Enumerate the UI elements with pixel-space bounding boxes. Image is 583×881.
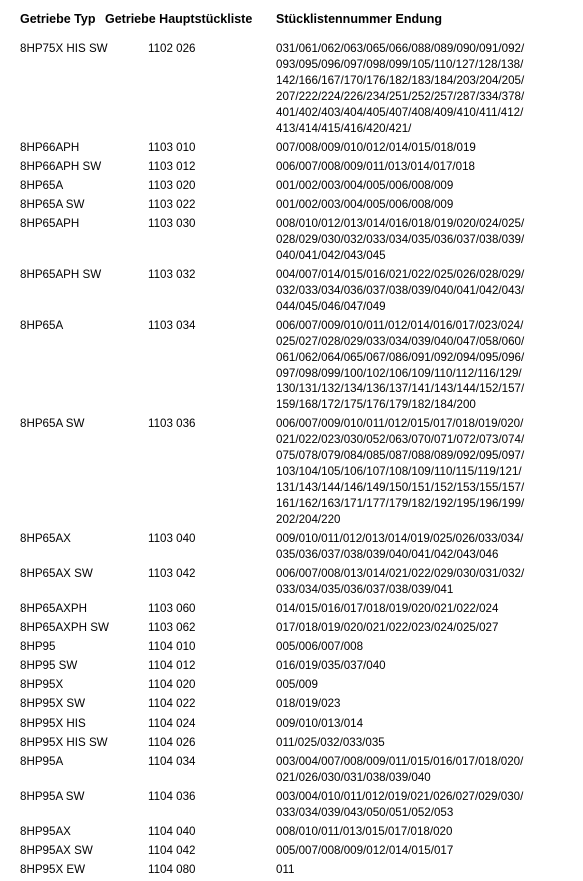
table-row xyxy=(0,639,583,655)
cell-hauptstueckliste: 1103 030 xyxy=(148,217,196,230)
cell-stuecklistennummer-endung xyxy=(276,843,576,859)
endung-line: 031/061/062/063/065/066/088/089/090/091/092/ xyxy=(276,42,525,55)
cell-getriebe-typ: 8HP95AX xyxy=(20,824,71,838)
endung-line: 202/204/220 xyxy=(276,512,341,526)
cell-stuecklistennummer-endung xyxy=(276,716,576,732)
table-row xyxy=(0,41,583,136)
cell-getriebe-typ: 8HP95A SW xyxy=(20,789,85,803)
cell-stuecklistennummer-endung xyxy=(276,318,576,413)
endung-line: 009/010/011/012/013/014/019/025/026/033/034/ xyxy=(276,531,524,545)
cell-stuecklistennummer-endung xyxy=(276,824,576,840)
endung-line: 159/168/172/175/176/179/182/184/200 xyxy=(276,398,476,412)
cell-stuecklistennummer-endung xyxy=(276,140,576,156)
endung-line: 040/041/042/043/045 xyxy=(276,248,386,262)
endung-line: 006/007/008/009/011/013/014/017/018 xyxy=(276,159,476,173)
endung-line: 006/007/008/013/014/021/022/029/030/031/032/ xyxy=(276,566,525,580)
cell-getriebe-typ: 8HP95X SW xyxy=(20,697,86,711)
cell-stuecklistennummer-endung xyxy=(276,566,576,598)
table-row xyxy=(0,824,583,840)
cell-getriebe-typ: 8HP95A xyxy=(20,754,64,768)
endung-line: 142/166/167/170/176/182/183/184/203/204/205/ xyxy=(276,73,525,87)
cell-getriebe-typ: 8HP65A xyxy=(20,318,64,332)
cell-getriebe-typ: 8HP75X HIS SW xyxy=(20,42,108,55)
cell-hauptstueckliste: 1103 022 xyxy=(148,197,196,211)
cell-stuecklistennummer-endung xyxy=(276,862,576,878)
cell-stuecklistennummer-endung xyxy=(276,41,576,136)
cell-getriebe-typ: 8HP65AX xyxy=(20,531,71,545)
endung-line: 001/002/003/004/005/006/008/009 xyxy=(276,197,454,211)
table-row xyxy=(0,531,583,563)
table-row xyxy=(0,159,583,175)
endung-line: 033/034/035/036/037/038/039/041 xyxy=(276,582,454,596)
endung-line: 016/019/035/037/040 xyxy=(276,659,386,673)
cell-getriebe-typ: 8HP95X HIS xyxy=(20,716,86,730)
table-row xyxy=(0,843,583,859)
endung-line: 161/162/163/171/177/179/182/192/195/196/199/ xyxy=(276,496,525,510)
endung-line: 018/019/023 xyxy=(276,697,341,711)
table-row xyxy=(0,862,583,878)
cell-getriebe-typ: 8HP65AXPH SW xyxy=(20,621,109,635)
cell-getriebe-typ: 8HP95X HIS SW xyxy=(20,735,108,749)
cell-hauptstueckliste: 1104 042 xyxy=(148,843,196,857)
table-row xyxy=(0,735,583,751)
cell-getriebe-typ: 8HP95AX SW xyxy=(20,843,93,857)
cell-stuecklistennummer-endung xyxy=(276,696,576,712)
cell-stuecklistennummer-endung xyxy=(276,754,576,786)
table-row xyxy=(0,140,583,156)
endung-line: 021/026/030/031/038/039/040 xyxy=(276,770,431,784)
endung-line: 028/029/030/032/033/034/035/036/037/038/039/ xyxy=(276,232,525,246)
table-row xyxy=(0,677,583,693)
cell-hauptstueckliste: 1104 040 xyxy=(148,824,196,838)
table-row xyxy=(0,197,583,213)
cell-getriebe-typ: 8HP65APH xyxy=(20,217,80,230)
endung-line: 005/009 xyxy=(276,678,318,692)
endung-line: 401/402/403/404/405/407/408/409/410/411/412/ xyxy=(276,105,524,119)
endung-line: 006/007/009/010/011/012/014/016/017/023/024/ xyxy=(276,318,524,332)
cell-hauptstueckliste: 1103 032 xyxy=(148,267,196,281)
endung-line: 008/010/011/013/015/017/018/020 xyxy=(276,824,453,838)
table-row xyxy=(0,716,583,732)
table-body xyxy=(0,41,583,881)
cell-hauptstueckliste: 1103 062 xyxy=(148,621,196,635)
table-row xyxy=(0,696,583,712)
table-row xyxy=(0,216,583,264)
cell-getriebe-typ: 8HP65A SW xyxy=(20,417,85,431)
endung-line: 017/018/019/020/021/022/023/024/025/027 xyxy=(276,621,499,635)
cell-hauptstueckliste: 1104 024 xyxy=(148,716,196,730)
endung-line: 014/015/016/017/018/019/020/021/022/024 xyxy=(276,601,499,615)
table-row xyxy=(0,789,583,821)
cell-stuecklistennummer-endung xyxy=(276,416,576,527)
cell-getriebe-typ: 8HP95X EW xyxy=(20,862,86,876)
cell-hauptstueckliste: 1104 026 xyxy=(148,735,196,749)
endung-line: 103/104/105/106/107/108/109/110/115/119/121/ xyxy=(276,465,522,479)
table-row xyxy=(0,178,583,194)
cell-getriebe-typ: 8HP95 SW xyxy=(20,659,78,673)
cell-hauptstueckliste: 1103 010 xyxy=(148,140,196,154)
endung-line: 207/222/224/226/234/251/252/257/287/334/378/ xyxy=(276,89,525,103)
cell-hauptstueckliste: 1103 034 xyxy=(148,318,196,332)
cell-getriebe-typ: 8HP65AX SW xyxy=(20,566,93,580)
cell-hauptstueckliste: 1103 060 xyxy=(148,601,196,615)
cell-stuecklistennummer-endung xyxy=(276,531,576,563)
header-getriebe-typ: Getriebe Typ xyxy=(20,12,96,26)
table-row xyxy=(0,318,583,413)
table-row xyxy=(0,416,583,527)
table-row xyxy=(0,566,583,598)
cell-stuecklistennummer-endung xyxy=(276,620,576,636)
endung-line: 130/131/132/134/136/137/141/143/144/152/157/ xyxy=(276,382,525,396)
header-stuecklistennummer-endung: Stücklistennummer Endung xyxy=(276,12,442,26)
cell-getriebe-typ: 8HP65A xyxy=(20,178,64,192)
endung-line: 025/027/028/029/033/034/039/040/047/058/060/ xyxy=(276,334,525,348)
table-row xyxy=(0,267,583,315)
endung-line: 003/004/010/011/012/019/021/026/027/029/030/ xyxy=(276,789,524,803)
cell-getriebe-typ: 8HP65AXPH xyxy=(20,601,88,615)
endung-line: 093/095/096/097/098/099/105/110/127/128/138/ xyxy=(276,57,524,71)
cell-stuecklistennummer-endung xyxy=(276,789,576,821)
endung-line: 075/078/079/084/085/087/088/089/092/095/097/ xyxy=(276,449,525,463)
cell-hauptstueckliste: 1103 020 xyxy=(148,178,196,192)
cell-hauptstueckliste: 1104 036 xyxy=(148,789,196,803)
endung-line: 004/007/014/015/016/021/022/025/026/028/029/ xyxy=(276,267,525,281)
cell-hauptstueckliste: 1103 012 xyxy=(148,159,196,173)
cell-stuecklistennummer-endung xyxy=(276,159,576,175)
cell-stuecklistennummer-endung xyxy=(276,639,576,655)
table-row xyxy=(0,658,583,674)
cell-hauptstueckliste: 1104 034 xyxy=(148,754,196,768)
endung-line: 131/143/144/146/149/150/151/152/153/155/157/ xyxy=(276,481,525,495)
cell-stuecklistennummer-endung xyxy=(276,197,576,213)
cell-stuecklistennummer-endung xyxy=(276,735,576,751)
endung-line: 003/004/007/008/009/011/015/016/017/018/020/ xyxy=(276,754,524,768)
endung-line: 001/002/003/004/005/006/008/009 xyxy=(276,178,454,192)
endung-line: 005/007/008/009/012/014/015/017 xyxy=(276,843,454,857)
cell-hauptstueckliste: 1103 040 xyxy=(148,531,196,545)
endung-line: 011/025/032/033/035 xyxy=(276,735,385,749)
endung-line: 005/006/007/008 xyxy=(276,640,364,654)
endung-line: 032/033/034/036/037/038/039/040/041/042/043/ xyxy=(276,283,525,297)
endung-line: 044/045/046/047/049 xyxy=(276,299,386,313)
table-row xyxy=(0,620,583,636)
cell-hauptstueckliste: 1104 010 xyxy=(148,640,196,654)
cell-getriebe-typ: 8HP66APH xyxy=(20,140,80,154)
endung-line: 007/008/009/010/012/014/015/018/019 xyxy=(276,140,476,154)
endung-line: 006/007/009/010/011/012/015/017/018/019/020/ xyxy=(276,417,524,431)
cell-stuecklistennummer-endung xyxy=(276,601,576,617)
endung-line: 035/036/037/038/039/040/041/042/043/046 xyxy=(276,547,499,561)
cell-stuecklistennummer-endung xyxy=(276,216,576,264)
cell-hauptstueckliste: 1103 042 xyxy=(148,566,196,580)
cell-stuecklistennummer-endung xyxy=(276,178,576,194)
cell-hauptstueckliste: 1104 012 xyxy=(148,659,196,673)
cell-getriebe-typ: 8HP65A SW xyxy=(20,197,85,211)
cell-hauptstueckliste: 1102 026 xyxy=(148,42,196,55)
endung-line: 097/098/099/100/102/106/109/110/112/116/129/ xyxy=(276,366,522,380)
cell-getriebe-typ: 8HP95X xyxy=(20,678,64,692)
endung-line: 009/010/013/014 xyxy=(276,716,364,730)
cell-getriebe-typ: 8HP95 xyxy=(20,640,56,654)
cell-hauptstueckliste: 1104 020 xyxy=(148,678,196,692)
cell-getriebe-typ: 8HP66APH SW xyxy=(20,159,102,173)
endung-line: 011 xyxy=(276,862,295,876)
endung-line: 008/010/012/013/014/016/018/019/020/024/025/ xyxy=(276,217,525,230)
header-hauptstueckliste: Getriebe Hauptstückliste xyxy=(105,12,253,26)
table-row xyxy=(0,601,583,617)
endung-line: 061/062/064/065/067/086/091/092/094/095/096/ xyxy=(276,350,525,364)
endung-line: 413/414/415/416/420/421/ xyxy=(276,121,412,135)
cell-hauptstueckliste: 1103 036 xyxy=(148,417,196,431)
cell-hauptstueckliste: 1104 080 xyxy=(148,862,196,876)
cell-stuecklistennummer-endung xyxy=(276,677,576,693)
cell-stuecklistennummer-endung xyxy=(276,267,576,315)
cell-stuecklistennummer-endung xyxy=(276,658,576,674)
table-row xyxy=(0,754,583,786)
cell-getriebe-typ: 8HP65APH SW xyxy=(20,267,102,281)
endung-line: 021/022/023/030/052/063/070/071/072/073/074/ xyxy=(276,433,525,447)
endung-line: 033/034/039/043/050/051/052/053 xyxy=(276,805,454,819)
cell-hauptstueckliste: 1104 022 xyxy=(148,697,196,711)
